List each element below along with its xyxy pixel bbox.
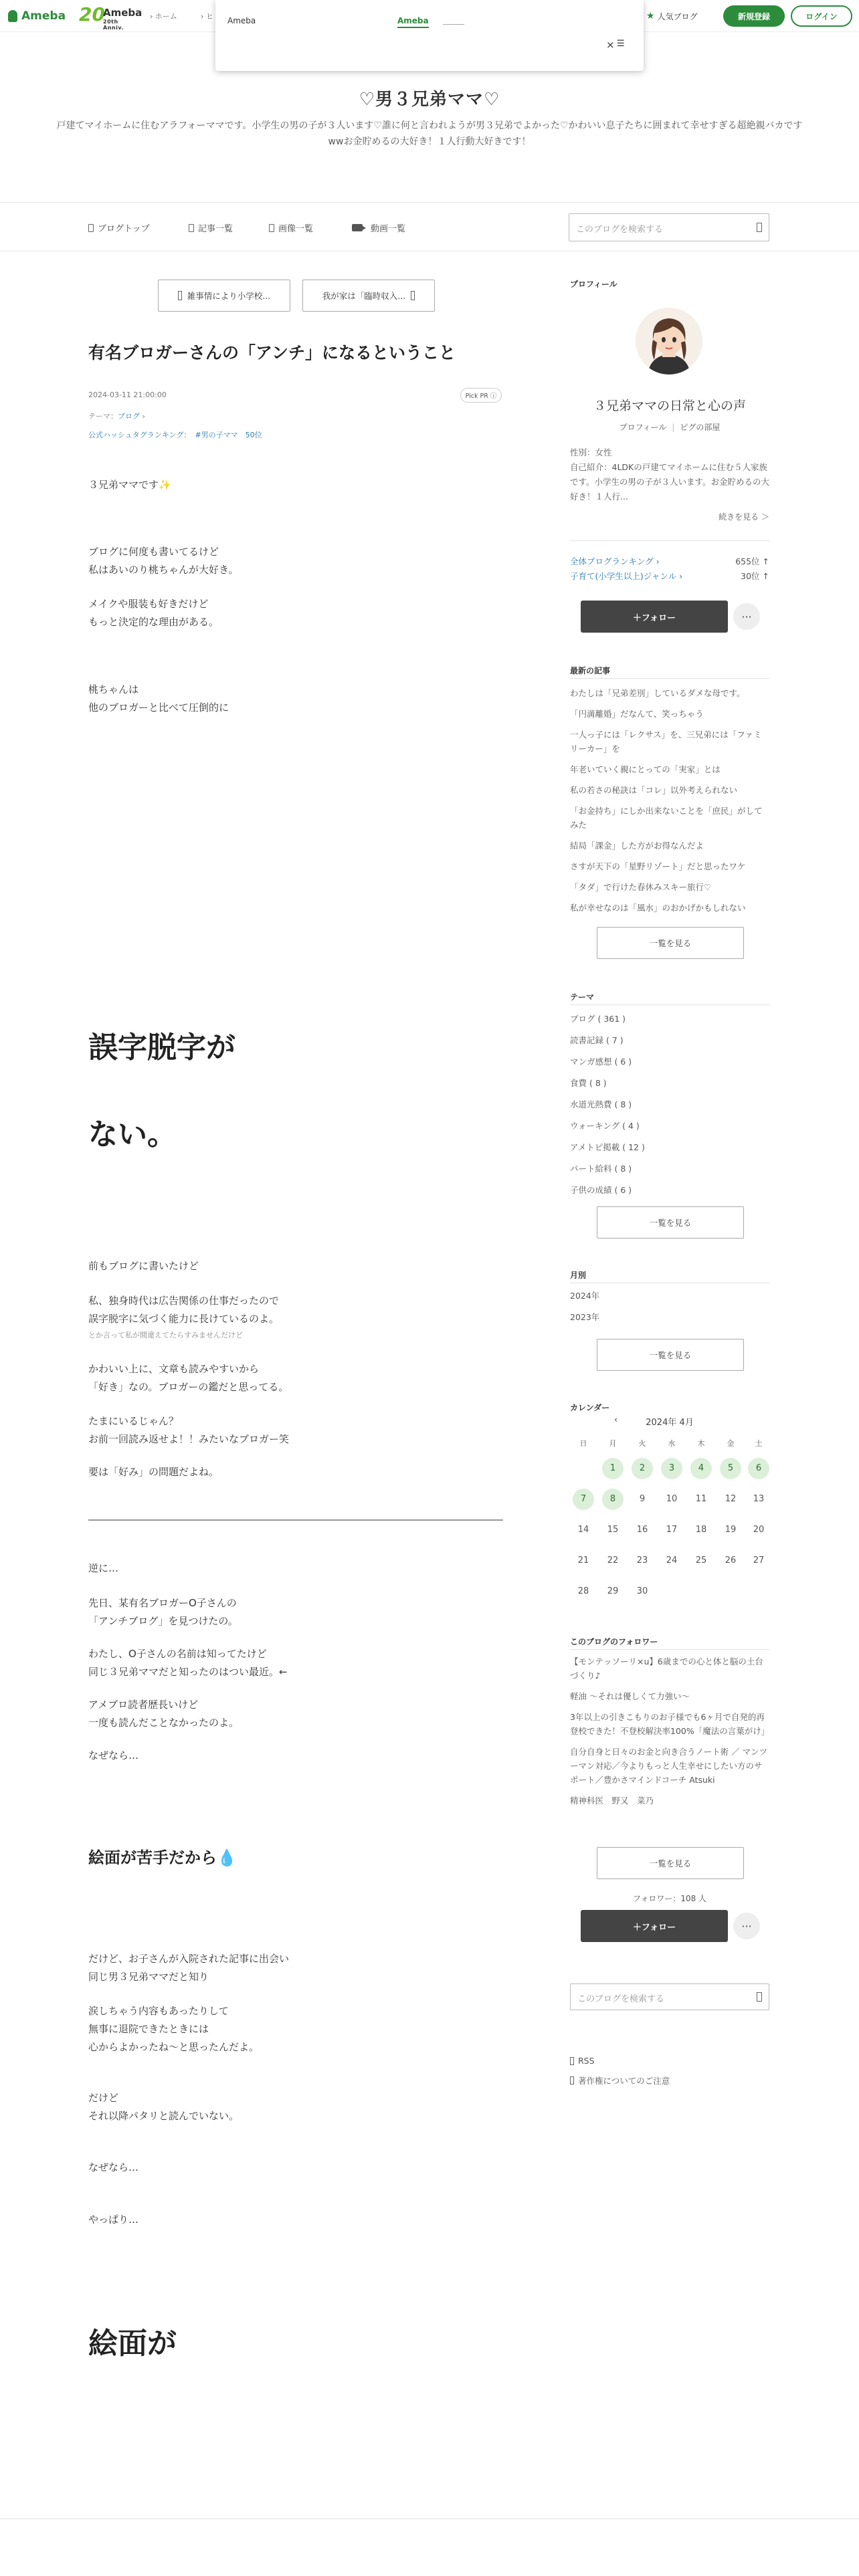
article-subheading: 絵面が苦手だから💧: [88, 1848, 237, 1867]
theme-see-all-button[interactable]: 一覧を見る: [597, 1206, 744, 1239]
popup-tab-ameba[interactable]: Ameba: [397, 16, 429, 28]
calendar-day: 15: [607, 1525, 619, 1535]
close-icon[interactable]: ×: [606, 39, 615, 51]
article-title[interactable]: 有名ブロガーさんの「アンチ」になるということ: [88, 343, 456, 362]
calendar-heading: カレンダー: [570, 1403, 610, 1412]
popular-blogs-link[interactable]: ★ 人気ブログ: [646, 11, 698, 21]
paragraph: ３兄弟ママです✨: [88, 479, 171, 491]
follower-see-all-button[interactable]: 一覧を見る: [597, 1847, 744, 1879]
hashtag-ranking[interactable]: 公式ハッシュタグランキング： #男の子ママ 50位: [88, 431, 262, 439]
calendar-day: 23: [636, 1555, 648, 1566]
follower-count: フォロワー：108 人: [632, 1894, 707, 1903]
calendar-day[interactable]: 7: [573, 1489, 594, 1510]
list-item[interactable]: ブログ ( 361 ): [570, 1014, 626, 1024]
small-note: とか言って私が間違えてたらすみませんだけど: [88, 1331, 243, 1339]
profile-avatar[interactable]: [636, 308, 702, 374]
theme-list: [570, 1008, 769, 1201]
calendar-day: 24: [666, 1555, 678, 1566]
chevron-left-icon[interactable]: ‹: [614, 1415, 618, 1425]
pick-pr-badge[interactable]: Pick PR ⓘ: [460, 388, 502, 403]
paragraph: アメブロ読者歴長いけど 一度も読んだことなかったのよ。: [88, 1699, 240, 1729]
paragraph: ブログに何度も書いてるけど 私はあいのり桃ちゃんが大好き。: [88, 546, 239, 576]
ameba-leaf-icon: [8, 10, 17, 22]
month-list: [570, 1285, 769, 1328]
list-item[interactable]: ウォーキング ( 4 ): [570, 1121, 640, 1131]
popup-tab-underline: [443, 24, 464, 25]
copyright-link[interactable]: 著作権についてのご注意: [570, 2074, 670, 2086]
paragraph: 桃ちゃんは 他のブロガーと比べて圧倒的に: [88, 683, 229, 714]
list-item[interactable]: 3年以上の引きこもりのお子様でも6ヶ月で自発的再登校できた！不登校解決率100%「魔法の言葉がけ」: [570, 1712, 770, 1736]
calendar-weekday: 月: [609, 1439, 617, 1448]
paragraph: だけど、お子さんが入院された記事に出会い 同じ男３兄弟ママだと知り: [88, 1953, 290, 1983]
blog-nav: [0, 202, 859, 251]
list-item[interactable]: わたしは「兄弟差別」しているダメな母です。: [570, 688, 745, 698]
profile-links: プロフィール | ピグの部屋: [619, 423, 721, 432]
list-item[interactable]: 一人っ子には「レクサス」を、三兄弟には「ファミリーカー」を: [570, 730, 762, 754]
calendar-weekday: 水: [668, 1439, 676, 1448]
paragraph: 私、独身時代は広告関係の仕事だったので 誤字脱字に気づく能力に長けているのよ。: [88, 1295, 280, 1325]
calendar-weekday: 金: [727, 1439, 735, 1448]
calendar-day[interactable]: 2: [632, 1458, 653, 1479]
calendar-month: 2024年 4月: [646, 1418, 694, 1428]
sweat-drop-icon: 💧: [217, 1848, 237, 1867]
calendar-day: 16: [636, 1525, 648, 1535]
divider: [570, 678, 769, 679]
search-icon[interactable]: [757, 223, 762, 232]
theme-link[interactable]: ブログ: [118, 412, 140, 421]
rss-icon: [570, 2057, 574, 2065]
sidebar-search-input[interactable]: このブログを検索する: [570, 1983, 769, 2010]
list-item[interactable]: 軽油 〜それは優しくて力強い〜: [570, 1691, 690, 1701]
rss-link[interactable]: RSS: [570, 2056, 595, 2066]
menu-icon[interactable]: ☰: [617, 39, 625, 49]
calendar-day: 22: [607, 1555, 619, 1566]
paragraph: たまにいるじゃん？ お前一回読み返せよ！！みたいなブロガー笑: [88, 1415, 290, 1445]
list-item[interactable]: 子供の成績 ( 6 ): [570, 1185, 632, 1195]
breadcrumb-home[interactable]: › ホーム: [150, 12, 177, 21]
popup-title: Ameba: [227, 16, 256, 25]
calendar-day: 25: [695, 1555, 707, 1566]
follower-list: [570, 1654, 769, 1814]
monthly-heading: 月別: [570, 1271, 587, 1280]
list-item[interactable]: 結局「課金」した方がお得なんだよ: [570, 841, 704, 851]
calendar-day[interactable]: 8: [602, 1489, 624, 1510]
calendar-weekday: 日: [579, 1439, 587, 1448]
calendar-day: 12: [725, 1494, 737, 1504]
paragraph: 逆に…: [88, 1562, 119, 1574]
calendar-day[interactable]: 3: [661, 1458, 682, 1479]
doc-icon: [178, 291, 182, 300]
profile-more-link[interactable]: 続きを見る ＞: [719, 512, 769, 522]
list-item[interactable]: マンガ感想 ( 6 ): [570, 1057, 632, 1067]
blog-title[interactable]: ♡男３兄弟ママ♡: [359, 90, 500, 110]
paragraph: 涙しちゃう内容もあったりして 無事に退院できたときには 心からよかったね〜と思ったんだよ。: [88, 2005, 260, 2053]
ameba-logo[interactable]: Ameba: [8, 8, 66, 24]
article-date: 2024-03-11 21:00:00: [88, 391, 167, 399]
video-icon: [352, 224, 363, 231]
divider: [0, 2518, 859, 2519]
calendar-weekday: 火: [638, 1439, 646, 1448]
calendar-day[interactable]: 5: [720, 1458, 741, 1479]
follow-button[interactable]: ＋フォロー: [581, 601, 728, 633]
calendar-weekday: 木: [697, 1439, 705, 1448]
paragraph: 前もブログに書いたけど: [88, 1260, 199, 1272]
list-item[interactable]: 自分自身と日々のお金と向き合うノート術 ／ マンツーマン対応／今よりもっと人生幸せにしたい方のサポート／豊かさマインドコーチ Atsuki: [570, 1747, 768, 1785]
list-item[interactable]: さすが天下の「星野リゾート」だと思ったワケ: [570, 861, 746, 871]
blog-description: 戸建てマイホームに住むアラフォーママです。小学生の男の子が３人います♡誰に何と言われようが男３兄弟でよかった♡かわいい息子たちに囲まれて幸せすぎる超絶親バカですwwお金貯めるの大好き！１人行動大好きです！: [56, 120, 803, 147]
next-article-button[interactable]: 我が家は「臨時収入...: [302, 280, 435, 312]
list-item[interactable]: 精神科医 野又 菜乃: [570, 1796, 654, 1806]
calendar-day: 30: [636, 1586, 648, 1596]
theme-heading: テーマ: [570, 992, 595, 1002]
list-item[interactable]: 読書記録 ( 7 ): [570, 1035, 624, 1045]
list-item[interactable]: パート給料 ( 8 ): [570, 1164, 632, 1174]
doc-icon: [189, 224, 194, 232]
divider: [570, 540, 769, 541]
paragraph: だけど それ以降パタリと読んでいない。: [88, 2092, 240, 2122]
calendar-day: 18: [695, 1525, 707, 1535]
calendar-day: 19: [725, 1525, 737, 1535]
list-item[interactable]: 【モンテッソーリ×u】6歳までの心と体と脳の土台づくり♪: [570, 1656, 763, 1681]
list-item[interactable]: 2024年: [570, 1291, 600, 1301]
nav-video-list[interactable]: 動画一覧: [352, 221, 405, 234]
month-see-all-button[interactable]: 一覧を見る: [597, 1339, 744, 1371]
list-item[interactable]: 「お金持ち」にしか出来ないことを「庶民」がしてみた: [570, 806, 763, 830]
calendar-day: 9: [639, 1494, 646, 1504]
calendar-day: 10: [666, 1494, 678, 1504]
divider: [570, 1004, 769, 1005]
anniversary-logo[interactable]: 20 Ameba 20th Anniv.: [79, 3, 142, 31]
list-item[interactable]: 食費 ( 8 ): [570, 1078, 607, 1088]
profile-name[interactable]: ３兄弟ママの日常と心の声: [593, 399, 746, 413]
star-icon: ★: [646, 11, 655, 21]
overall-ranking[interactable]: 全体ブログランキング › 655位 ↑: [570, 556, 769, 566]
overlay-popup: [215, 0, 644, 71]
breadcrumb-next[interactable]: › ヒ: [201, 12, 213, 21]
list-item[interactable]: 年老いていく親にとっての「実家」とは: [570, 764, 721, 774]
more-options-button[interactable]: ···: [733, 603, 760, 630]
emphasis-text: 誤字脱字が: [88, 1031, 235, 1065]
pigg-room-link[interactable]: ピグの部屋: [680, 423, 721, 432]
emphasis-text: 絵面が: [88, 2327, 177, 2361]
login-button[interactable]: ログイン: [791, 5, 852, 27]
recent-heading: 最新の記事: [570, 666, 611, 675]
calendar-nav: [570, 1415, 769, 1431]
doc-icon: [411, 291, 415, 300]
paragraph: 先日、某有名ブロガーO子さんの 「アンチブログ」を見つけたの。: [88, 1597, 238, 1627]
list-item[interactable]: アメトピ掲載 ( 12 ): [570, 1142, 645, 1152]
profile-link[interactable]: プロフィール: [619, 423, 667, 432]
prev-article-button[interactable]: 雑事情により小学校...: [158, 280, 290, 312]
search-icon[interactable]: [757, 1992, 762, 2002]
paragraph: わたし、O子さんの名前は知ってたけど 同じ３兄弟ママだと知ったのはつい最近。←: [88, 1648, 288, 1678]
article-theme: テーマ：ブログ ›: [88, 412, 145, 421]
nav-article-list[interactable]: 記事一覧: [189, 221, 233, 234]
recent-articles: [570, 686, 769, 922]
paragraph: なぜなら…: [88, 1749, 139, 1761]
doc-icon: [269, 224, 274, 232]
profile-text: 性別：女性 自己紹介：4LDKの戸建てマイホームに住む５人家族です。小学生の男の子が３人います。お金貯めるの大好き！１人行...: [570, 447, 770, 502]
recent-see-all-button[interactable]: 一覧を見る: [597, 927, 744, 959]
calendar-day: 21: [577, 1555, 589, 1566]
calendar-weekday: 土: [755, 1439, 763, 1448]
calendar-day[interactable]: 1: [602, 1458, 624, 1479]
list-item[interactable]: 2023年: [570, 1312, 600, 1322]
genre-ranking[interactable]: 子育て(小学生以上)ジャンル › 30位 ↑: [570, 571, 769, 581]
copyright-icon: [570, 2076, 574, 2084]
sparkle-icon: ✨: [159, 479, 171, 491]
calendar-day: 20: [753, 1525, 765, 1535]
nav-blog-top[interactable]: ブログトップ: [88, 221, 150, 234]
paragraph: 要は「好み」の問題だよね。: [88, 1466, 219, 1478]
list-item[interactable]: 「円満離婚」だなんて、笑っちゃう: [570, 709, 704, 719]
calendar-day: 29: [607, 1586, 619, 1596]
calendar-day: 17: [666, 1525, 678, 1535]
signup-button[interactable]: 新規登録: [723, 5, 785, 27]
calendar-day: 27: [753, 1555, 765, 1566]
more-options-button-bottom[interactable]: ···: [733, 1913, 760, 1939]
divider: [88, 1519, 503, 1521]
calendar-day: 14: [577, 1525, 589, 1535]
divider: [570, 1649, 769, 1650]
paragraph: なぜなら…: [88, 2161, 139, 2173]
emphasis-text: ない。: [88, 1117, 177, 1152]
calendar-day: 26: [725, 1555, 737, 1566]
list-item[interactable]: 「タダ」で行けた春休みスキー旅行♡: [570, 882, 712, 892]
calendar-day: 11: [695, 1494, 707, 1504]
calendar-day: 28: [577, 1586, 589, 1596]
profile-heading: プロフィール: [570, 280, 617, 289]
doc-icon: [88, 224, 94, 232]
list-item[interactable]: 私が幸せなのは「風水」のおかげかもしれない: [570, 903, 746, 913]
calendar-day[interactable]: 6: [748, 1458, 769, 1479]
paragraph: やっぱり…: [88, 2214, 139, 2226]
blog-search-input[interactable]: このブログを検索する: [569, 213, 769, 241]
list-item[interactable]: 私の若さの秘訣は「コレ」以外考えられない: [570, 785, 738, 795]
calendar-day[interactable]: 4: [690, 1458, 712, 1479]
followers-heading: このブログのフォロワー: [570, 1637, 658, 1646]
paragraph: かわいい上に、文章も読みやすいから 「好き」なの。ブロガーの鑑だと思ってる。: [88, 1363, 289, 1393]
avatar-illustration: [636, 308, 702, 374]
follow-button-bottom[interactable]: ＋フォロー: [581, 1910, 728, 1942]
calendar-day: 13: [753, 1494, 765, 1504]
list-item[interactable]: 水道光熱費 ( 8 ): [570, 1099, 632, 1109]
nav-image-list[interactable]: 画像一覧: [269, 221, 313, 234]
paragraph: メイクや服装も好きだけど もっと決定的な理由がある。: [88, 598, 219, 628]
